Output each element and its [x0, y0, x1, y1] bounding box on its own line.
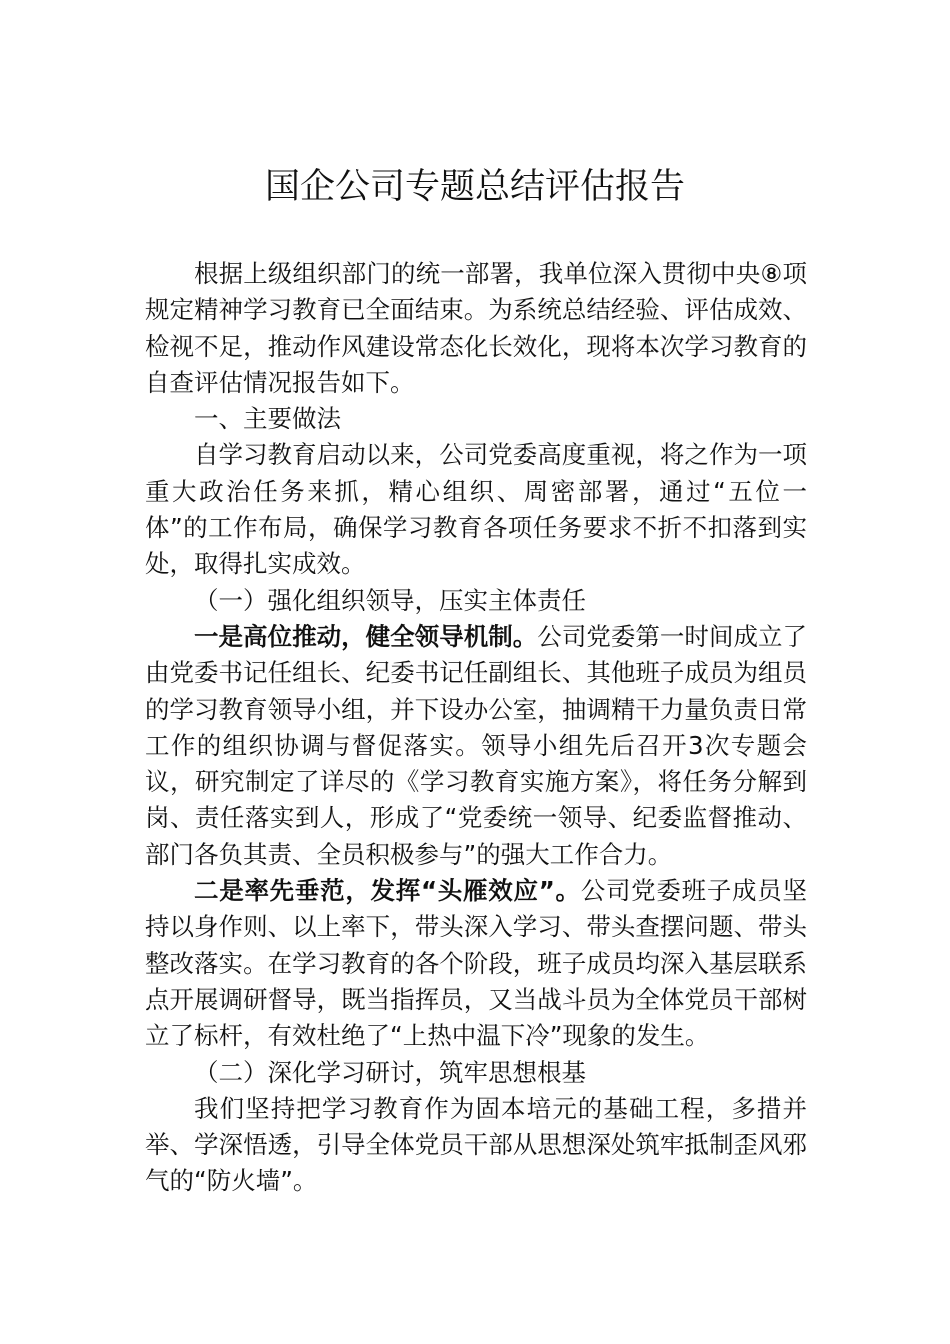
heading-text: （一）强化组织领导，压实主体责任 — [194, 585, 586, 615]
paragraph-text: 根据上级组织部门的统一部署，我单位深入贯彻中央⑧项规定精神学习教育已全面结束。为系统总结经验、评估成效、检视不足，推动作风建设常态化长效化，现将本次学习教育的自查评估情况报告如下。 — [145, 259, 807, 397]
paragraph-study — [145, 1091, 807, 1200]
paragraph-overview — [145, 437, 807, 582]
paragraph-text: 公司党委班子成员坚持以身作则、以上率下，带头深入学习、带头查摆问题、带头整改落实。在学习教育的各个阶段，班子成员均深入基层联系点开展调研督导，既当指挥员，又当战斗员为全体党员干部树立了标杆，有效杜绝了“上热中温下冷”现象的发生。 — [145, 876, 807, 1051]
heading-text: （二）深化学习研讨，筑牢思想根基 — [194, 1057, 586, 1087]
section-heading-main-practices — [145, 401, 807, 437]
paragraph-text: 我们坚持把学习教育作为固本培元的基础工程，多措并举、学深悟透，引导全体党员干部从思想深处筑牢抵制歪风邪气的“防火墙”。 — [145, 1093, 807, 1196]
subsection-heading-2 — [145, 1055, 807, 1091]
document-body — [145, 256, 807, 1200]
subsection-heading-1 — [145, 583, 807, 619]
paragraph-point-1 — [145, 619, 807, 873]
paragraph-lead: 二是率先垂范，发挥“头雁效应”。 — [194, 876, 581, 906]
paragraph-text: 自学习教育启动以来，公司党委高度重视，将之作为一项重大政治任务来抓，精心组织、周密部署，通过“五位一体”的工作布局，确保学习教育各项任务要求不折不扣落到实处，取得扎实成效。 — [145, 440, 807, 579]
heading-text: 一、主要做法 — [194, 404, 341, 434]
paragraph-lead: 一是高位推动，健全领导机制。 — [194, 621, 538, 651]
paragraph-intro — [145, 256, 807, 401]
paragraph-point-2 — [145, 873, 807, 1054]
paragraph-text: 公司党委第一时间成立了由党委书记任组长、纪委书记任副组长、其他班子成员为组员的学习教育领导小组，并下设办公室，抽调精干力量负责日常工作的组织协调与督促落实。领导小组先后召开3次专题会议，研究制定了详尽的《学习教育实施方案》，将任务分解到岗、责任落实到人，形成了“党委统一领导、纪委监督推动、部门各负其责、全员积极参与”的强大工作合力。 — [145, 621, 808, 869]
document-title: 国企公司专题总结评估报告 — [264, 167, 685, 207]
